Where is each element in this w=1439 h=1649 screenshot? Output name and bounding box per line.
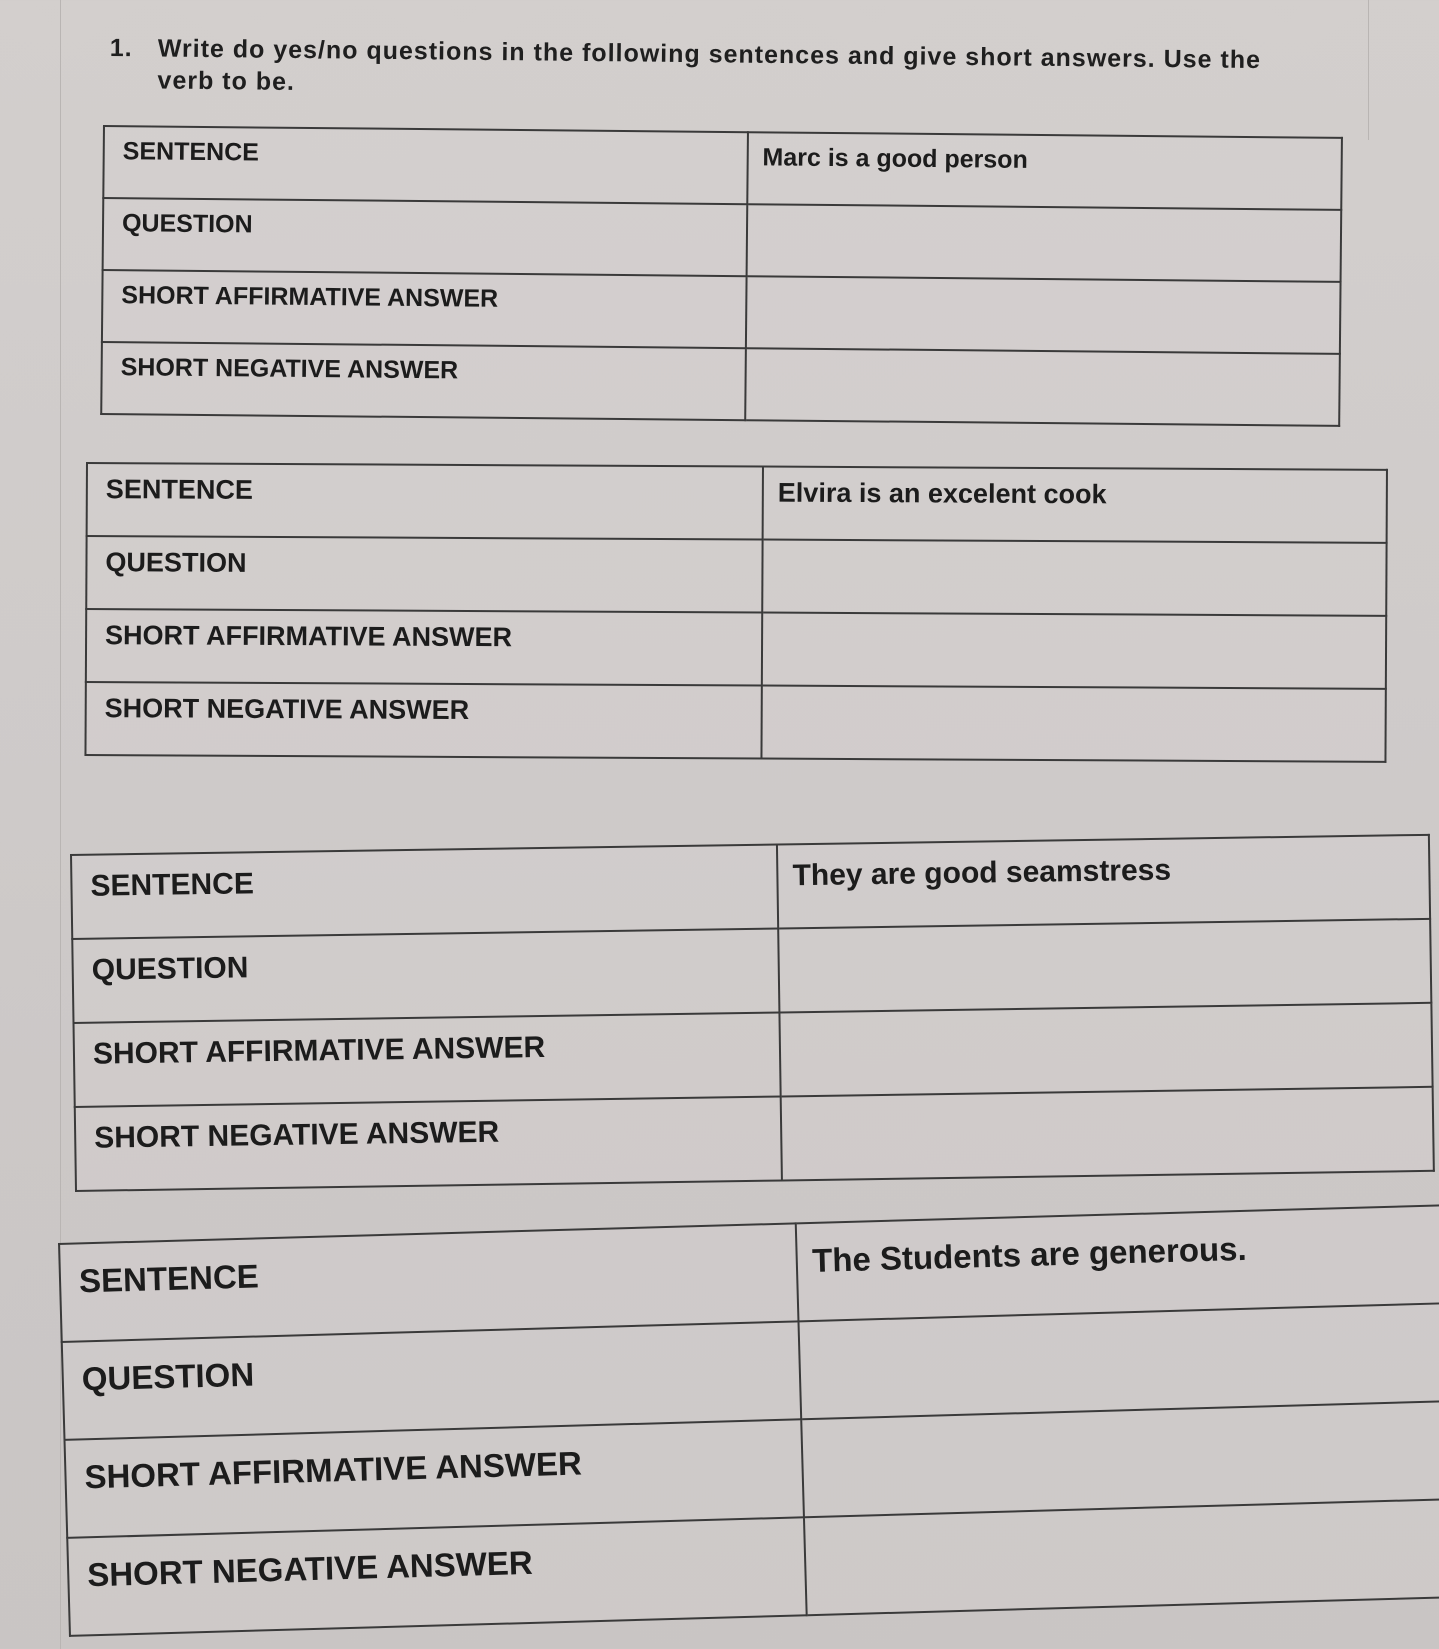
sentence-value: Elvira is an excelent cook [763, 467, 1387, 543]
exercise-table-2 [84, 462, 1388, 763]
sentence-row [103, 126, 1342, 210]
sentence-label: SENTENCE [71, 845, 778, 939]
question-label: QUESTION [103, 198, 747, 276]
sentence-value: They are good seamstress [777, 835, 1430, 929]
exercise-table-4 [58, 1203, 1439, 1636]
question-label: QUESTION [72, 929, 779, 1023]
affirmative-answer-cell[interactable] [746, 276, 1341, 354]
affirmative-answer-cell[interactable] [802, 1400, 1439, 1517]
question-answer-cell[interactable] [762, 540, 1386, 616]
negative-answer-cell[interactable] [761, 686, 1385, 762]
sentence-label: SENTENCE [59, 1223, 799, 1342]
page-edge-right [1368, 0, 1369, 140]
negative-label: SHORT NEGATIVE ANSWER [85, 682, 761, 759]
affirmative-answer-cell[interactable] [780, 1003, 1433, 1097]
affirmative-answer-cell[interactable] [762, 613, 1386, 689]
sentence-label: SENTENCE [103, 126, 747, 204]
question-answer-cell[interactable] [778, 919, 1431, 1013]
negative-answer-cell[interactable] [781, 1087, 1434, 1181]
question-row [86, 536, 1386, 616]
question-row [103, 198, 1342, 282]
question-label: QUESTION [62, 1321, 802, 1440]
affirmative-label: SHORT AFFIRMATIVE ANSWER [102, 270, 746, 348]
affirmative-row [86, 609, 1386, 689]
exercise-table-3 [70, 834, 1435, 1192]
sentence-value: Marc is a good person [747, 132, 1342, 210]
question-answer-cell[interactable] [746, 204, 1341, 282]
affirmative-label: SHORT AFFIRMATIVE ANSWER [74, 1012, 781, 1106]
page-edge [60, 0, 61, 1649]
sentence-value: The Students are generous. [796, 1204, 1439, 1321]
instruction [109, 32, 1350, 109]
negative-label: SHORT NEGATIVE ANSWER [75, 1096, 782, 1190]
question-label: QUESTION [86, 536, 762, 613]
negative-label: SHORT NEGATIVE ANSWER [67, 1517, 807, 1636]
negative-row [85, 682, 1385, 762]
instruction-line-2: verb to be. [157, 66, 296, 96]
exercise-table-1 [100, 125, 1343, 427]
negative-answer-cell[interactable] [804, 1498, 1439, 1615]
instruction-line-1: Write do yes/no questions in the following sentences and give short answers. Use the [157, 34, 1262, 75]
negative-answer-cell[interactable] [745, 348, 1340, 426]
sentence-label: SENTENCE [87, 463, 763, 540]
negative-label: SHORT NEGATIVE ANSWER [101, 342, 745, 420]
affirmative-row [102, 270, 1341, 354]
affirmative-label: SHORT AFFIRMATIVE ANSWER [65, 1419, 805, 1538]
affirmative-label: SHORT AFFIRMATIVE ANSWER [86, 609, 762, 686]
question-answer-cell[interactable] [799, 1302, 1439, 1419]
sentence-row [87, 463, 1387, 543]
instruction-number: 1. [109, 33, 133, 63]
negative-row [101, 342, 1340, 426]
